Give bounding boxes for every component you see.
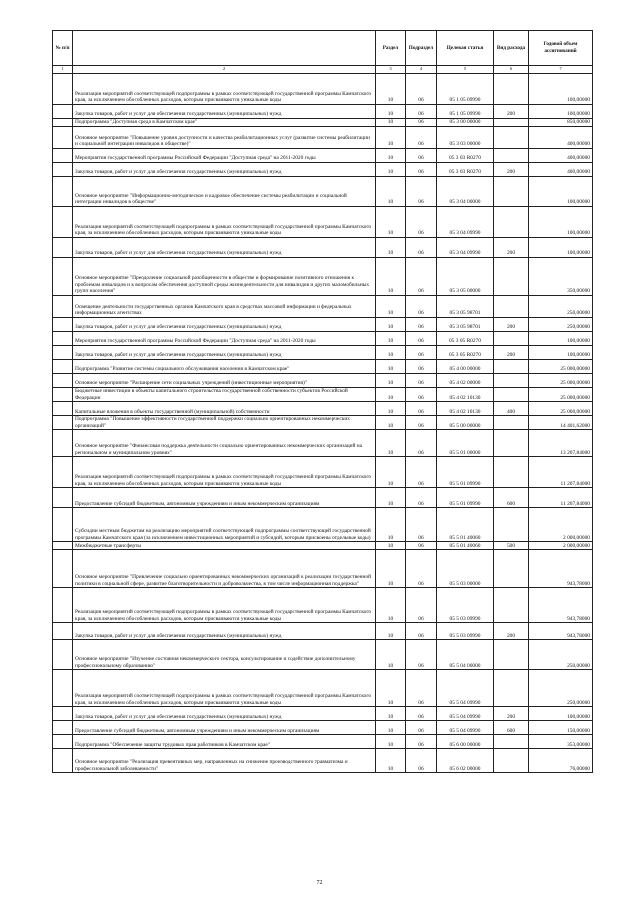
cell-podrazdel: 06: [406, 149, 437, 163]
cell-name: Капитальные вложения в объекты государственной (муниципальной) собственности: [73, 402, 376, 416]
cell-vr: [494, 457, 529, 488]
cell-name: Подпрограмма "Обеспечение защиты трудовых прав работников в Камчатском крае": [73, 735, 376, 749]
table-row: [53, 623, 593, 640]
cell-csr: 05 5 04 09990: [437, 707, 494, 721]
cell-sum: 100,00000: [529, 707, 593, 721]
cell-num: [53, 640, 73, 670]
cell-razdel: 10: [376, 177, 406, 207]
cell-vr: 200: [494, 318, 529, 332]
cell-razdel: 10: [376, 332, 406, 346]
cell-sum: 25 000,00000: [529, 374, 593, 388]
cell-podrazdel: 06: [406, 238, 437, 258]
cell-vr: 400: [494, 402, 529, 416]
cell-name: Закупка товаров, работ и услуг для обеспечения государственных (муниципальных) нужд: [73, 163, 376, 177]
cell-razdel: 10: [376, 542, 406, 550]
cell-podrazdel: 06: [406, 346, 437, 360]
cell-name: Закупка товаров, работ и услуг для обеспечения государственных (муниципальных) нужд: [73, 346, 376, 360]
cell-vr: [494, 74, 529, 105]
table-row: [53, 258, 593, 296]
cell-sum: 943,78000: [529, 550, 593, 588]
table-row: [53, 346, 593, 360]
cell-name: Мероприятия государственной программы Российской Федерации "Доступная среда" на 2011-2020 годы: [73, 149, 376, 163]
cell-razdel: 10: [376, 457, 406, 488]
cell-vr: 200: [494, 238, 529, 258]
cell-vr: [494, 749, 529, 773]
cell-num: [53, 127, 73, 149]
cell-csr: 05 5 01 40060: [437, 542, 494, 550]
cell-sum: 100,00000: [529, 74, 593, 105]
table-row: [53, 207, 593, 238]
table-row: [53, 402, 593, 416]
header-csr: Целевая статья: [437, 31, 494, 66]
cell-num: [53, 749, 73, 773]
cell-name: Основное мероприятие "Привлечение социально ориентированных некоммерческих организаций к реализации государственной политики в социальной сфере, развитие благотворительности и добровольчества, в том числе информационная поддержка": [73, 550, 376, 588]
cell-sum: 100,00000: [529, 238, 593, 258]
cell-csr: 05 3 05 00000: [437, 258, 494, 296]
cell-sum: 2 000,00000: [529, 508, 593, 542]
cell-podrazdel: 06: [406, 332, 437, 346]
cell-razdel: 10: [376, 207, 406, 238]
cell-num: [53, 177, 73, 207]
table-row: [53, 508, 593, 542]
table-row: [53, 388, 593, 402]
table-row: [53, 488, 593, 508]
cell-vr: [494, 258, 529, 296]
cell-razdel: 10: [376, 119, 406, 127]
cell-name: Закупка товаров, работ и услуг для обеспечения государственных (муниципальных) нужд: [73, 105, 376, 119]
cell-vr: [494, 296, 529, 318]
table-row: [53, 332, 593, 346]
budget-table: [52, 30, 593, 773]
cell-razdel: 10: [376, 749, 406, 773]
cell-podrazdel: 06: [406, 258, 437, 296]
cell-vr: [494, 430, 529, 457]
cell-sum: 25 000,00000: [529, 360, 593, 374]
cell-name: Основное мероприятие "Преодоление социальной разобщенности в обществе и формирование позитивного отношения к проблемам инвалидов и к вопросам обеспечения доступной среды жизнедеятельности для инвалидов и других маломобильных групп населения": [73, 258, 376, 296]
cell-num: [53, 416, 73, 430]
cell-razdel: 10: [376, 360, 406, 374]
cell-vr: [494, 177, 529, 207]
cell-name: Подпрограмма "Развитие системы социального обслуживания населения в Камчатском крае": [73, 360, 376, 374]
cell-num: [53, 119, 73, 127]
table-row: [53, 177, 593, 207]
cell-num: [53, 457, 73, 488]
cell-vr: [494, 735, 529, 749]
cell-vr: [494, 550, 529, 588]
cell-razdel: 10: [376, 670, 406, 707]
cell-sum: 400,00000: [529, 127, 593, 149]
table-row: [53, 640, 593, 670]
budget-document: [52, 30, 592, 773]
table-row: [53, 430, 593, 457]
cell-csr: 05 3 04 09990: [437, 238, 494, 258]
cell-name: Предоставление субсидий бюджетным, автономным учреждениям и иным некоммерческим организациям: [73, 488, 376, 508]
cell-csr: 05 3 04 09990: [437, 207, 494, 238]
cell-csr: 05 5 04 09990: [437, 670, 494, 707]
cell-csr: 05 4 02 10130: [437, 402, 494, 416]
cell-vr: 200: [494, 346, 529, 360]
table-row: [53, 149, 593, 163]
cell-num: [53, 374, 73, 388]
cell-num: [53, 707, 73, 721]
cell-name: Основное мероприятие "Расширение сети социальных учреждений (инвестиционные мероприятия)": [73, 374, 376, 388]
cell-sum: 11 207,84000: [529, 488, 593, 508]
cell-razdel: 10: [376, 623, 406, 640]
cell-name: Реализация мероприятий соответствующей подпрограммы в рамках соответствующей государственной программы Камчатского края, за исключением обособленных расходов, которым присваиваются уникальные коды: [73, 588, 376, 623]
cell-podrazdel: 06: [406, 542, 437, 550]
cell-csr: 05 1 05 09990: [437, 74, 494, 105]
cell-num: [53, 430, 73, 457]
cell-vr: 200: [494, 707, 529, 721]
cell-podrazdel: 06: [406, 402, 437, 416]
table-row: [53, 74, 593, 105]
cell-csr: 05 5 03 00000: [437, 550, 494, 588]
header-razdel: Раздел: [376, 31, 406, 66]
column-number-row: [53, 66, 593, 74]
cell-razdel: 10: [376, 508, 406, 542]
cell-razdel: 10: [376, 105, 406, 119]
cell-vr: [494, 127, 529, 149]
cell-vr: 200: [494, 163, 529, 177]
cell-vr: [494, 149, 529, 163]
cell-name: Мероприятия государственной программы Российской Федерации "Доступная среда" на 2011-2020 годы: [73, 332, 376, 346]
cell-vr: [494, 388, 529, 402]
cell-name: Закупка товаров, работ и услуг для обеспечения государственных (муниципальных) нужд: [73, 238, 376, 258]
cell-num: [53, 402, 73, 416]
cell-csr: 05 5 00 00000: [437, 416, 494, 430]
cell-sum: 250,00000: [529, 296, 593, 318]
table-row: [53, 127, 593, 149]
cell-name: Реализация мероприятий соответствующей подпрограммы в рамках соответствующей государственной программы Камчатского края, за исключением обособленных расходов, которым присваиваются уникальные коды: [73, 670, 376, 707]
table-row: [53, 721, 593, 735]
cell-sum: 25 000,00000: [529, 402, 593, 416]
cell-csr: 05 3 03 R0270: [437, 149, 494, 163]
cell-num: [53, 550, 73, 588]
cell-csr: 05 5 04 09990: [437, 721, 494, 735]
cell-sum: 100,00000: [529, 332, 593, 346]
cell-csr: 05 6 02 00000: [437, 749, 494, 773]
cell-sum: 150,00000: [529, 721, 593, 735]
cell-num: [53, 542, 73, 550]
table-row: [53, 707, 593, 721]
cell-name: Основное мероприятие "Реализация превентивных мер, направленных на снижение производственного травматизма и профессиональной заболеваемости": [73, 749, 376, 773]
cell-num: [53, 163, 73, 177]
cell-num: [53, 388, 73, 402]
cell-sum: 14 401,62000: [529, 416, 593, 430]
cell-csr: 05 5 01 09990: [437, 488, 494, 508]
cell-csr: 05 3 03 R0270: [437, 163, 494, 177]
cell-podrazdel: 06: [406, 119, 437, 127]
header-sum: Годовой объем ассигнований: [529, 31, 593, 66]
cell-name: Реализация мероприятий соответствующей подпрограммы в рамках соответствующей государственной программы Камчатского края, за исключением обособленных расходов, которым присваиваются уникальные коды: [73, 74, 376, 105]
cell-name: Основное мероприятие "Финансовая поддержка деятельности социально ориентированных некоммерческих организаций на региональном и муниципальном уровнях": [73, 430, 376, 457]
cell-csr: 05 4 02 00000: [437, 374, 494, 388]
cell-name: Основное мероприятие "Повышение уровня доступности и качества реабилитационных услуг (развитие системы реабилитации и социальной интеграции инвалидов в обществе)": [73, 127, 376, 149]
cell-vr: [494, 360, 529, 374]
cell-razdel: 10: [376, 588, 406, 623]
cell-num: [53, 332, 73, 346]
cell-vr: [494, 119, 529, 127]
cell-razdel: 10: [376, 402, 406, 416]
table-row: [53, 238, 593, 258]
cell-csr: 05 5 01 40060: [437, 508, 494, 542]
cell-sum: 850,00000: [529, 119, 593, 127]
cell-razdel: 10: [376, 721, 406, 735]
header-row: [53, 31, 593, 66]
cell-podrazdel: 06: [406, 721, 437, 735]
cell-vr: [494, 670, 529, 707]
cell-num: [53, 318, 73, 332]
cell-name: Подпрограмма "Повышение эффективности государственной поддержки социально ориентированных некоммерческих организаций": [73, 416, 376, 430]
cell-razdel: 10: [376, 707, 406, 721]
table-row: [53, 296, 593, 318]
cell-name: Подпрограмма "Доступная среда в Камчатском крае": [73, 119, 376, 127]
cell-num: [53, 588, 73, 623]
cell-podrazdel: 06: [406, 735, 437, 749]
cell-podrazdel: 06: [406, 105, 437, 119]
cell-name: Закупка товаров, работ и услуг для обеспечения государственных (муниципальных) нужд: [73, 707, 376, 721]
cell-podrazdel: 06: [406, 588, 437, 623]
page-number: 72: [316, 880, 323, 886]
cell-razdel: 10: [376, 163, 406, 177]
cell-razdel: 10: [376, 550, 406, 588]
cell-csr: 05 5 01 00000: [437, 430, 494, 457]
cell-vr: 500: [494, 542, 529, 550]
cell-num: [53, 207, 73, 238]
table-row: [53, 318, 593, 332]
cell-sum: 353,00000: [529, 735, 593, 749]
column-number: 5: [437, 66, 494, 74]
cell-sum: 13 207,84000: [529, 430, 593, 457]
table-row: [53, 360, 593, 374]
cell-sum: 100,00000: [529, 207, 593, 238]
cell-csr: 05 3 05 98701: [437, 296, 494, 318]
cell-num: [53, 721, 73, 735]
cell-podrazdel: 06: [406, 416, 437, 430]
header-vr: Вид расхода: [494, 31, 529, 66]
table-row: [53, 542, 593, 550]
cell-num: [53, 508, 73, 542]
cell-razdel: 10: [376, 416, 406, 430]
cell-vr: [494, 588, 529, 623]
cell-name: Закупка товаров, работ и услуг для обеспечения государственных (муниципальных) нужд: [73, 623, 376, 640]
cell-vr: [494, 416, 529, 430]
cell-razdel: 10: [376, 238, 406, 258]
cell-razdel: 10: [376, 74, 406, 105]
table-row: [53, 374, 593, 388]
cell-vr: [494, 508, 529, 542]
cell-podrazdel: 06: [406, 550, 437, 588]
cell-podrazdel: 06: [406, 749, 437, 773]
cell-podrazdel: 06: [406, 374, 437, 388]
cell-sum: 350,00000: [529, 258, 593, 296]
column-number: 3: [376, 66, 406, 74]
cell-num: [53, 623, 73, 640]
cell-csr: 05 5 04 00000: [437, 640, 494, 670]
header-podrazdel: Подраздел: [406, 31, 437, 66]
cell-num: [53, 238, 73, 258]
cell-vr: 600: [494, 488, 529, 508]
cell-csr: 05 3 04 00000: [437, 177, 494, 207]
cell-sum: 400,00000: [529, 149, 593, 163]
cell-name: Основное мероприятие "Изучение состояния некоммерческого сектора, консультирование и содействие дополнительному профессиональному образованию": [73, 640, 376, 670]
cell-sum: 100,00000: [529, 177, 593, 207]
cell-podrazdel: 06: [406, 296, 437, 318]
cell-csr: 05 1 05 09990: [437, 105, 494, 119]
column-number: 4: [406, 66, 437, 74]
cell-sum: 100,00000: [529, 346, 593, 360]
cell-podrazdel: 06: [406, 177, 437, 207]
table-row: [53, 119, 593, 127]
cell-razdel: 10: [376, 430, 406, 457]
cell-csr: 05 3 05 98701: [437, 318, 494, 332]
cell-num: [53, 258, 73, 296]
cell-vr: [494, 374, 529, 388]
column-number: 2: [73, 66, 376, 74]
cell-vr: [494, 207, 529, 238]
table-row: [53, 416, 593, 430]
column-number: 6: [494, 66, 529, 74]
cell-num: [53, 360, 73, 374]
cell-podrazdel: 06: [406, 508, 437, 542]
cell-vr: 200: [494, 105, 529, 119]
header-name: [73, 31, 376, 66]
cell-sum: 943,78000: [529, 623, 593, 640]
cell-name: Бюджетные инвестиции в объекты капитального строительства государственной собственности субъектов Российской Федерации: [73, 388, 376, 402]
cell-sum: 250,00000: [529, 640, 593, 670]
cell-podrazdel: 06: [406, 707, 437, 721]
cell-num: [53, 296, 73, 318]
cell-vr: [494, 332, 529, 346]
cell-name: Основное мероприятие "Информационно-методическое и кадровое обеспечение системы реабилитации и социальной интеграции инвалидов в обществе": [73, 177, 376, 207]
cell-razdel: 10: [376, 258, 406, 296]
cell-vr: 600: [494, 721, 529, 735]
cell-podrazdel: 06: [406, 74, 437, 105]
cell-sum: 250,00000: [529, 670, 593, 707]
cell-num: [53, 346, 73, 360]
cell-vr: 200: [494, 623, 529, 640]
cell-num: [53, 488, 73, 508]
table-row: [53, 670, 593, 707]
table-row: [53, 588, 593, 623]
cell-podrazdel: 06: [406, 640, 437, 670]
cell-csr: 05 4 00 00000: [437, 360, 494, 374]
cell-num: [53, 74, 73, 105]
cell-csr: 05 5 01 09990: [437, 457, 494, 488]
cell-num: [53, 149, 73, 163]
table-row: [53, 105, 593, 119]
table-row: [53, 550, 593, 588]
cell-csr: 05 6 00 00000: [437, 735, 494, 749]
cell-name: Закупка товаров, работ и услуг для обеспечения государственных (муниципальных) нужд: [73, 318, 376, 332]
table-body: [53, 74, 593, 773]
cell-sum: 25 000,00000: [529, 388, 593, 402]
cell-sum: 76,00000: [529, 749, 593, 773]
cell-podrazdel: 06: [406, 488, 437, 508]
cell-podrazdel: 06: [406, 457, 437, 488]
cell-num: [53, 670, 73, 707]
cell-razdel: 10: [376, 318, 406, 332]
cell-vr: [494, 640, 529, 670]
cell-podrazdel: 06: [406, 623, 437, 640]
cell-razdel: 10: [376, 149, 406, 163]
cell-csr: 05 5 03 09990: [437, 588, 494, 623]
cell-sum: 400,00000: [529, 163, 593, 177]
cell-razdel: 10: [376, 296, 406, 318]
cell-razdel: 10: [376, 488, 406, 508]
cell-podrazdel: 06: [406, 430, 437, 457]
cell-podrazdel: 06: [406, 207, 437, 238]
cell-razdel: 10: [376, 346, 406, 360]
cell-sum: 11 207,84000: [529, 457, 593, 488]
cell-podrazdel: 06: [406, 388, 437, 402]
cell-razdel: 10: [376, 388, 406, 402]
cell-csr: 05 3 05 R0270: [437, 346, 494, 360]
cell-podrazdel: 06: [406, 318, 437, 332]
table-row: [53, 735, 593, 749]
cell-podrazdel: 06: [406, 127, 437, 149]
column-number: 7: [529, 66, 593, 74]
cell-name: Предоставление субсидий бюджетным, автономным учреждениям и иным некоммерческим организациям: [73, 721, 376, 735]
cell-name: Субсидии местным бюджетам на реализацию мероприятий соответствующей подпрограммы соответствующей государственной программы Камчатского края (за исключением инвестиционных мероприятий и субсидий, которым присвоены отдельные коды): [73, 508, 376, 542]
cell-name: Освещение деятельности государственных органов Камчатского края в средствах массовой информации и федеральных информационных агентствах: [73, 296, 376, 318]
cell-podrazdel: 06: [406, 670, 437, 707]
cell-csr: 05 3 00 00000: [437, 119, 494, 127]
cell-name: Реализация мероприятий соответствующей подпрограммы в рамках соответствующей государственной программы Камчатского края, за исключением обособленных расходов, которым присваиваются уникальные коды: [73, 457, 376, 488]
cell-sum: 943,78000: [529, 588, 593, 623]
cell-csr: 05 5 03 09990: [437, 623, 494, 640]
cell-name: Реализация мероприятий соответствующей подпрограммы в рамках соответствующей государственной программы Камчатского края, за исключением обособленных расходов, которым присваиваются уникальные коды: [73, 207, 376, 238]
table-row: [53, 163, 593, 177]
cell-name: Межбюджетные трансферты: [73, 542, 376, 550]
column-number: 1: [53, 66, 73, 74]
header-num: № п/п: [53, 31, 73, 66]
cell-csr: 05 3 05 R0270: [437, 332, 494, 346]
cell-csr: 05 3 03 00000: [437, 127, 494, 149]
cell-podrazdel: 06: [406, 360, 437, 374]
cell-razdel: 10: [376, 127, 406, 149]
cell-razdel: 10: [376, 374, 406, 388]
cell-razdel: 10: [376, 735, 406, 749]
table-row: [53, 749, 593, 773]
cell-csr: 05 4 02 10130: [437, 388, 494, 402]
cell-num: [53, 735, 73, 749]
cell-sum: 100,00000: [529, 105, 593, 119]
cell-sum: 2 000,00000: [529, 542, 593, 550]
cell-razdel: 10: [376, 640, 406, 670]
cell-num: [53, 105, 73, 119]
cell-podrazdel: 06: [406, 163, 437, 177]
table-row: [53, 457, 593, 488]
cell-sum: 250,00000: [529, 318, 593, 332]
